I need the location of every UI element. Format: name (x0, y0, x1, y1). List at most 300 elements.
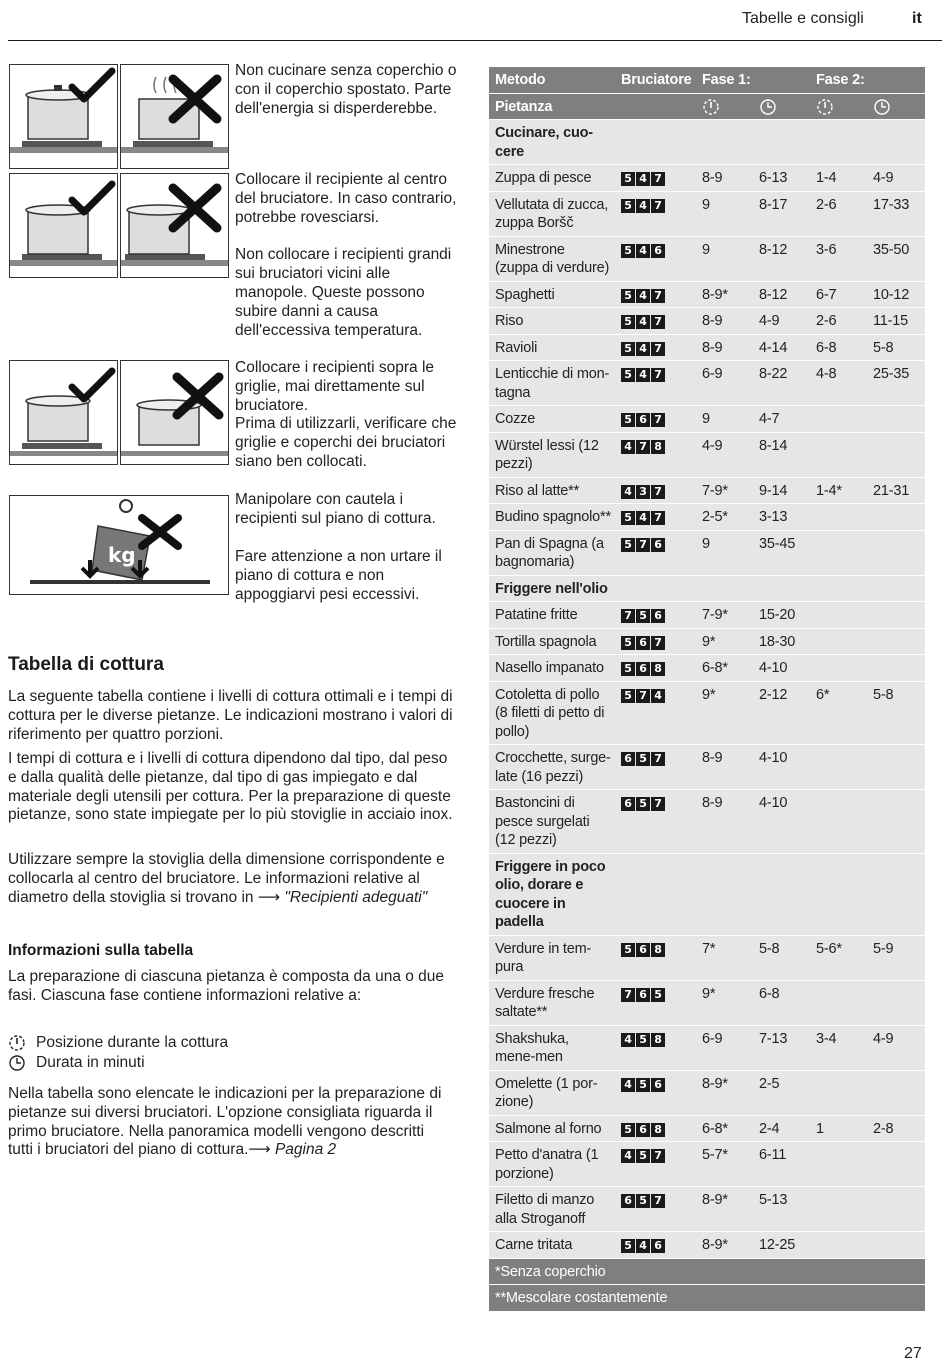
tip-knobs: Non collocare i recipienti grandi sui bruciatori vicini alle manopole. Queste possono subire danni a causa dell'eccessiva temperatura. (235, 246, 452, 339)
burner-code-icon: 7 (651, 1194, 665, 1208)
table-row (489, 629, 925, 656)
phase2-position (810, 655, 867, 662)
burner-code-icon: 5 (621, 511, 635, 525)
phase1-duration: 15-20 (759, 607, 796, 623)
phase1-position: 8-9 (702, 795, 723, 811)
reference-arrow: ⟶ (257, 888, 281, 906)
burner-code-icon: 4 (621, 485, 635, 499)
burner-cell (615, 165, 696, 191)
table-row (489, 165, 925, 192)
burner-codes (621, 485, 665, 499)
phase1-duration: 6-11 (759, 1147, 787, 1163)
clock-icon (8, 1054, 26, 1072)
burner-codes (621, 199, 665, 213)
burner-codes (621, 636, 665, 650)
burner-code-icon: 4 (636, 1239, 650, 1253)
legend-position-row (8, 1033, 228, 1053)
burner-cell (615, 1232, 696, 1258)
table-row (489, 936, 925, 981)
burner-code-icon: 7 (651, 342, 665, 356)
paragraph-intro: La seguente tabella contiene i livelli di cottura ottimali e i tempi di cottura per le diverse pietanze. Le indicazioni mostrano i valori di riferimento per quattro porzioni. (8, 688, 453, 743)
phase2-duration (867, 1071, 925, 1078)
burner-code-icon: 6 (636, 662, 650, 676)
burner-code-icon: 6 (651, 1078, 665, 1092)
burner-code-icon: 6 (651, 538, 665, 552)
burner-code-icon: 4 (636, 315, 650, 329)
table-row (489, 335, 925, 362)
burner-code-icon: 7 (651, 797, 665, 811)
burner-code-icon: 5 (621, 342, 635, 356)
burner-codes (621, 368, 665, 382)
burner-code-icon: 5 (621, 289, 635, 303)
burner-code-icon: 3 (636, 485, 650, 499)
burner-cell (615, 745, 696, 771)
burner-codes (621, 244, 665, 258)
phase2-position: 6* (816, 686, 830, 703)
burner-code-icon: 4 (621, 1078, 635, 1092)
table-row (489, 981, 925, 1026)
phase1-position: 4-9 (702, 437, 723, 454)
burner-code-icon: 5 (636, 1033, 650, 1047)
phase2-duration: 5-8 (873, 686, 894, 703)
pot-without-lid-wrong-illustration (120, 64, 229, 169)
burner-code-icon: 7 (651, 315, 665, 329)
tip-handle-care: Manipolare con cautela i recipienti sul piano di cottura. (235, 491, 436, 527)
burner-cell (615, 531, 696, 557)
phase1-position: 8-9* (702, 286, 728, 303)
cookware-link[interactable]: "Recipienti adeguati" (284, 888, 428, 906)
burner-code-icon: 6 (621, 1194, 635, 1208)
phase1-position: 9* (702, 985, 716, 1002)
table-header-row-2 (489, 94, 925, 121)
phase2-duration: 4-9 (873, 170, 894, 186)
phase1-duration: 5-13 (759, 1192, 788, 1208)
dish-name: Tortilla spagnola (495, 633, 597, 650)
burner-codes (621, 943, 665, 957)
burner-code-icon: 5 (636, 1149, 650, 1163)
table-row (489, 745, 925, 790)
phase1-duration: 8-12 (759, 241, 788, 258)
burner-code-icon: 5 (636, 752, 650, 766)
burner-code-icon: 4 (636, 342, 650, 356)
burner-codes (621, 440, 665, 454)
dish-name: Riso (495, 313, 524, 329)
dish-name: Petto d'anatra (1 porzione) (495, 1147, 599, 1182)
burner-code-icon: 6 (651, 1239, 665, 1253)
burner-cell (615, 1116, 696, 1142)
burner-code-icon: 7 (651, 485, 665, 499)
table-row (489, 1232, 925, 1259)
header-fase2: Fase 2: (816, 72, 865, 88)
pot-centered-correct-illustration (9, 173, 118, 278)
burner-code-icon: 4 (636, 244, 650, 258)
burner-code-icon: 7 (651, 199, 665, 213)
table-row (489, 308, 925, 335)
table-row (489, 237, 925, 282)
burner-code-icon: 7 (651, 289, 665, 303)
phase1-duration: 8-14 (759, 437, 788, 454)
dish-name: Würstel lessi (12 pezzi) (495, 437, 599, 472)
burner-codes (621, 1149, 665, 1163)
table-row (489, 504, 925, 531)
section-label: Friggere nell'olio (495, 580, 608, 597)
phase2-position (810, 531, 867, 538)
phase1-position: 8-9* (702, 1237, 728, 1253)
burner-codes (621, 413, 665, 427)
burner-codes (621, 538, 665, 552)
phase1-duration: 8-12 (759, 286, 788, 303)
section-label: Cucinare, cuo-cere (495, 125, 593, 160)
table-section-row (489, 576, 925, 603)
clock-icon (759, 98, 777, 116)
phase1-duration: 6-8 (759, 985, 780, 1002)
phase1-position: 6-8* (702, 660, 728, 676)
phase1-duration: 9-14 (759, 482, 788, 499)
table-row (489, 1071, 925, 1116)
dish-name: Filetto di manzo alla Stroganoff (495, 1192, 595, 1227)
phase2-duration: 25-35 (873, 366, 910, 382)
burner-code-icon: 5 (621, 315, 635, 329)
burner-cell (615, 335, 696, 361)
burner-code-icon: 5 (636, 609, 650, 623)
burner-cell (615, 282, 696, 308)
phase2-position: 1-4 (816, 170, 837, 186)
phase2-position: 5-6* (816, 940, 842, 957)
burner-codes (621, 315, 665, 329)
phase1-position: 7* (702, 940, 716, 957)
burner-cell (615, 936, 696, 962)
phase1-position: 8-9 (702, 750, 723, 766)
burner-codes (621, 342, 665, 356)
phase2-position (810, 745, 867, 752)
cooking-table (489, 67, 925, 1312)
header-metodo: Metodo (495, 72, 546, 88)
dish-name: Vellutata di zucca, zuppa Boršč (495, 196, 609, 231)
header-fase1: Fase 1: (702, 72, 751, 88)
dish-name: Salmone al forno (495, 1120, 602, 1137)
burner-code-icon: 4 (636, 511, 650, 525)
phase2-duration (867, 1232, 925, 1239)
phase2-duration: 17-33 (873, 196, 910, 213)
phase2-position: 1-4* (816, 482, 842, 499)
subsection-title: Informazioni sulla tabella (8, 942, 194, 959)
table-row (489, 433, 925, 478)
dish-name: Bastoncini di pesce surgelati (12 pezzi) (495, 795, 590, 848)
phase2-position: 2-6 (816, 313, 837, 329)
reference-arrow: ⟶ (248, 1141, 271, 1159)
phase2-position: 6-7 (816, 286, 837, 303)
phase2-duration: 4-9 (873, 1030, 894, 1047)
phase2-position (810, 1071, 867, 1078)
burner-codes (621, 662, 665, 676)
phase1-position: 6-9 (702, 366, 723, 382)
phase2-duration (867, 433, 925, 440)
burner-cell (615, 237, 696, 263)
phase1-position: 7-9* (702, 482, 728, 499)
phase2-position: 1 (816, 1120, 824, 1137)
legend-duration-label: Durata in minuti (36, 1054, 145, 1071)
phase2-duration: 2-8 (873, 1120, 894, 1137)
phase1-duration: 12-25 (759, 1237, 796, 1253)
phase2-duration (867, 981, 925, 988)
burner-cell (615, 308, 696, 334)
table-row (489, 1142, 925, 1187)
phase2-duration (867, 629, 925, 636)
phase1-duration: 4-10 (759, 660, 788, 676)
burner-cell (615, 1026, 696, 1052)
burner-code-icon: 7 (636, 689, 650, 703)
burner-code-icon: 4 (651, 689, 665, 703)
burner-cell (615, 1142, 696, 1168)
phase1-position: 9 (702, 196, 710, 213)
table-row (489, 192, 925, 237)
clock-icon (873, 98, 891, 116)
burner-code-icon: 4 (621, 440, 635, 454)
page-link[interactable]: Pagina 2 (274, 1141, 337, 1159)
burner-code-icon: 6 (621, 797, 635, 811)
phase2-duration: 5-8 (873, 339, 894, 356)
phase2-position: 3-6 (816, 241, 837, 258)
phase2-duration (867, 504, 925, 511)
table-section-row (489, 120, 925, 165)
burner-codes (621, 1239, 665, 1253)
dish-name: Cotoletta di pollo (8 filetti di petto di pollo) (495, 686, 605, 740)
burner-code-icon: 5 (621, 172, 635, 186)
burner-code-icon: 7 (651, 413, 665, 427)
phase1-position: 9 (702, 411, 710, 427)
phase2-duration (867, 655, 925, 662)
burner-code-icon: 7 (651, 172, 665, 186)
phase1-position: 9 (702, 241, 710, 258)
pot-on-burner-wrong-illustration (120, 360, 229, 465)
burner-cell (615, 478, 696, 504)
burner-code-icon: 4 (621, 1033, 635, 1047)
phase2-duration (867, 406, 925, 413)
phase1-duration: 35-45 (759, 535, 796, 552)
phase2-position (810, 433, 867, 440)
burner-code-icon: 6 (636, 943, 650, 957)
table-row (489, 478, 925, 505)
phase1-duration: 8-17 (759, 196, 788, 213)
burner-code-icon: 7 (651, 752, 665, 766)
dish-name: Lenticchie di mon-tagna (495, 366, 610, 401)
table-row (489, 790, 925, 854)
phase2-position (810, 629, 867, 636)
footnote-stir: **Mescolare costantemente (495, 1290, 668, 1306)
burner-code-icon: 5 (621, 368, 635, 382)
burner-cell (615, 629, 696, 655)
section-title: Tabella di cottura (8, 654, 164, 675)
burner-setting-icon (816, 98, 834, 116)
burner-code-icon: 5 (621, 636, 635, 650)
table-row (489, 655, 925, 682)
phase2-duration (867, 602, 925, 609)
table-section-row (489, 854, 925, 936)
burner-code-icon: 5 (621, 244, 635, 258)
dish-name: Cozze (495, 411, 536, 427)
tip-center: Collocare il recipiente al centro del bruciatore. In caso contrario, potrebbe rovesciarsi. (235, 171, 457, 226)
burner-code-icon: 7 (651, 511, 665, 525)
phase2-position: 4-8 (816, 366, 837, 382)
phase2-position (810, 790, 867, 797)
dish-name: Shakshuka, mene-men (495, 1030, 569, 1065)
dish-name: Pan di Spagna (a bagnomaria) (495, 535, 604, 570)
phase1-position: 9 (702, 535, 710, 552)
burner-cell (615, 1071, 696, 1097)
burner-code-icon: 7 (651, 368, 665, 382)
dish-name: Riso al latte** (495, 482, 580, 499)
burner-code-icon: 4 (621, 1149, 635, 1163)
burner-cell (615, 682, 696, 708)
burner-code-icon: 5 (636, 797, 650, 811)
burner-code-icon: 7 (621, 609, 635, 623)
legend-position-label: Posizione durante la cottura (36, 1034, 229, 1051)
burner-code-icon: 6 (636, 1123, 650, 1137)
burner-codes (621, 988, 665, 1002)
burner-code-icon: 5 (621, 662, 635, 676)
burner-code-icon: 8 (651, 662, 665, 676)
burner-codes (621, 1033, 665, 1047)
table-row (489, 1187, 925, 1232)
table-row (489, 682, 925, 746)
phase1-duration: 8-22 (759, 366, 788, 382)
burner-setting-icon (702, 98, 720, 116)
burner-cell (615, 504, 696, 530)
pot-on-grid-correct-illustration (9, 360, 118, 465)
burner-codes (621, 1078, 665, 1092)
phase2-duration: 11-15 (873, 313, 909, 329)
phase1-position: 9* (702, 686, 716, 703)
burner-cell (615, 602, 696, 628)
table-row (489, 531, 925, 576)
pot-off-center-wrong-illustration (120, 173, 229, 278)
burner-code-icon: 7 (651, 636, 665, 650)
burner-code-icon: 6 (636, 988, 650, 1002)
burner-code-icon: 5 (621, 943, 635, 957)
phase1-duration: 4-7 (759, 411, 780, 427)
dish-name: Minestrone (zuppa di verdure) (495, 241, 610, 276)
phase1-duration: 4-10 (759, 795, 788, 811)
phase1-duration: 6-13 (759, 170, 788, 186)
burner-code-icon: 8 (651, 1033, 665, 1047)
burner-codes (621, 511, 665, 525)
phase1-duration: 2-12 (759, 686, 788, 703)
phase2-position (810, 981, 867, 988)
phase2-position: 2-6 (816, 196, 837, 213)
burner-code-icon: 6 (636, 636, 650, 650)
dish-name: Ravioli (495, 339, 538, 356)
dish-name: Omelette (1 por-zione) (495, 1075, 598, 1110)
burner-codes (621, 797, 665, 811)
tip-lid: Non cucinare senza coperchio o con il coperchio spostato. Parte dell'energia si disperderebbe. (235, 62, 457, 117)
phase2-position (810, 1142, 867, 1149)
pot-with-lid-correct-illustration (9, 64, 118, 169)
phase1-duration: 18-30 (759, 633, 796, 650)
phase1-position: 8-9 (702, 313, 723, 329)
burner-code-icon: 5 (636, 1078, 650, 1092)
table-row (489, 361, 925, 406)
burner-cell (615, 361, 696, 387)
burner-cell (615, 655, 696, 681)
dish-name: Patatine fritte (495, 607, 578, 623)
burner-code-icon: 4 (636, 172, 650, 186)
phase1-position: 2-5* (702, 509, 728, 525)
phase2-duration (867, 745, 925, 752)
burner-code-icon: 5 (651, 988, 665, 1002)
phase2-duration: 5-9 (873, 940, 894, 957)
phase1-duration: 5-8 (759, 940, 780, 957)
burner-code-icon: 5 (621, 1123, 635, 1137)
phase1-duration: 7-13 (759, 1030, 788, 1047)
table-row (489, 282, 925, 309)
table-row (489, 1026, 925, 1071)
dish-name: Verdure in tem-pura (495, 940, 592, 975)
header-rule (8, 40, 942, 41)
burner-code-icon: 8 (651, 943, 665, 957)
burners-text: Nella tabella sono elencate le indicazioni per la preparazione di pietanze sui diversi bruciatori. L'opzione consigliata riguarda il primo bruciatore. Nella panoramica modelli vengono descritti tutti i bruciatori del piano di cottura. (8, 1085, 442, 1159)
burner-codes (621, 1194, 665, 1208)
burner-cell (615, 981, 696, 1007)
footnote-no-lid: *Senza coperchio (495, 1263, 606, 1280)
burner-code-icon: 4 (636, 289, 650, 303)
phase2-position (810, 1232, 867, 1239)
phase2-duration (867, 1187, 925, 1194)
phase2-duration (867, 531, 925, 538)
burner-code-icon: 5 (621, 1239, 635, 1253)
burner-code-icon: 4 (636, 368, 650, 382)
paragraph-factors: I tempi di cottura e i livelli di cottura dipendono dal tipo, dal peso e dalla qualità delle pietanze, dal tipo di gas impiegato e dal materiale degli utensili per cottura. Per la preparazione di queste pietanze, sono state impiegate per lo più stoviglie in acciaio inox. (8, 750, 453, 824)
page-number: 27 (904, 1345, 922, 1362)
burner-code-icon: 5 (621, 689, 635, 703)
burner-cell (615, 192, 696, 218)
table-row (489, 1116, 925, 1143)
legend-duration-row (8, 1053, 145, 1073)
burner-code-icon: 7 (651, 1149, 665, 1163)
dish-name: Verdure fresche saltate** (495, 985, 595, 1020)
header-pietanza: Pietanza (495, 98, 553, 115)
dish-name: Spaghetti (495, 286, 555, 303)
running-header-section: Tabelle e consigli (742, 10, 864, 27)
burner-code-icon: 5 (636, 1194, 650, 1208)
table-header-row-1 (489, 67, 925, 94)
burner-code-icon: 4 (636, 199, 650, 213)
phase2-duration: 21-31 (873, 482, 910, 499)
phase1-duration: 4-14 (759, 339, 788, 356)
burner-code-icon: 8 (651, 440, 665, 454)
burner-code-icon: 6 (651, 609, 665, 623)
burner-codes (621, 172, 665, 186)
tip-grids: Collocare i recipienti sopra le griglie, mai direttamente sul bruciatore. (235, 359, 435, 414)
phase2-duration (867, 1142, 925, 1149)
burner-code-icon: 5 (621, 413, 635, 427)
paragraph-burners (8, 1085, 453, 1160)
phase1-position: 5-7* (702, 1147, 728, 1163)
phase1-duration: 2-4 (759, 1120, 780, 1137)
table-footnote-row (489, 1259, 925, 1286)
burner-code-icon: 5 (621, 199, 635, 213)
table-body (489, 120, 925, 1259)
dish-name: Nasello impanato (495, 660, 604, 676)
no-heavy-weights-illustration (9, 495, 229, 595)
burner-code-icon: 6 (636, 413, 650, 427)
phase2-position (810, 406, 867, 413)
burner-code-icon: 7 (636, 538, 650, 552)
phase2-position (810, 1187, 867, 1194)
burner-code-icon: 7 (636, 440, 650, 454)
phase1-position: 8-9 (702, 339, 723, 356)
burner-code-icon: 7 (621, 988, 635, 1002)
phase2-position: 3-4 (816, 1030, 837, 1047)
